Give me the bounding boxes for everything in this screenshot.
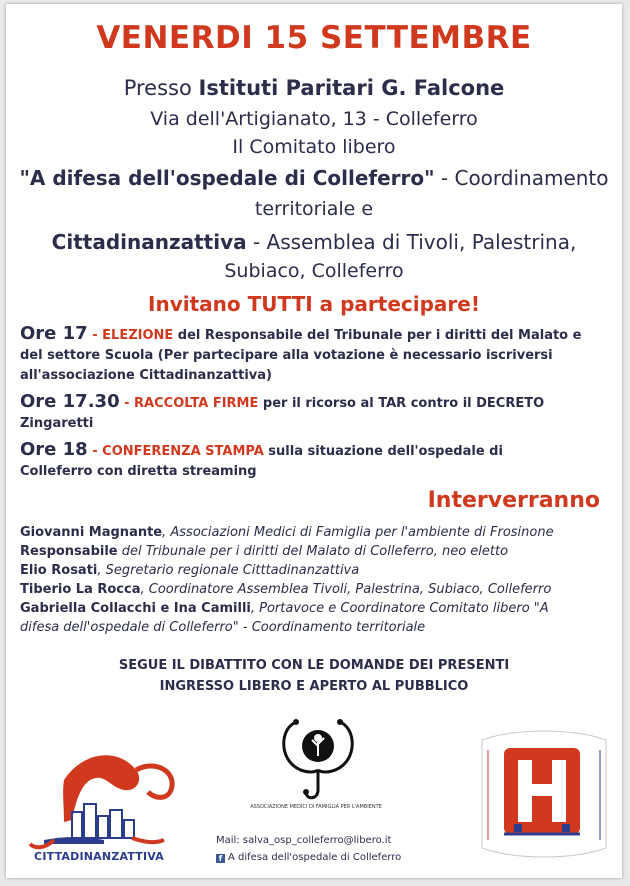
- program-item: [20, 324, 616, 386]
- speaker-name: Tiberio La Rocca: [20, 582, 141, 597]
- program-item: [20, 392, 616, 434]
- medici-famiglia-logo-text: ASSOCIAZIONE MEDICI DI FAMIGLIA PER L'AMBIENTE: [250, 804, 382, 810]
- organizer-cittadinanza-line: [6, 230, 622, 254]
- venue-name: Istituti Paritari G. Falcone: [198, 76, 505, 100]
- program-text: per il ricorso al TAR contro il DECRETO: [258, 396, 545, 411]
- speaker-name: Gabriella Collacchi e Ina Camilli: [20, 601, 251, 616]
- organizer-difesa-suffix: - Coordinamento: [434, 166, 609, 190]
- program-text: Colleferro con diretta streaming: [20, 464, 257, 479]
- medici-famiglia-logo: [276, 710, 360, 806]
- speaker-role: , Coordinatore Assemblea Tivoli, Palestrina, Subiaco, Colleferro: [140, 582, 552, 597]
- speaker-item: [20, 580, 620, 599]
- organizer-cittadinanza-name: Cittadinanzattiva: [51, 230, 247, 254]
- program-text: sulla situazione dell'ospedale di: [263, 444, 503, 459]
- program-activity: - CONFERENZA STAMPA: [87, 444, 264, 459]
- event-date-title: VENERDI 15 SETTEMBRE: [96, 20, 532, 56]
- speaker-item: [20, 542, 620, 561]
- venue-prefix: Presso: [123, 76, 192, 100]
- contact-mail: Mail: salva_osp_colleferro@libero.it: [216, 835, 392, 846]
- organizer-cities: Subiaco, Colleferro: [224, 260, 404, 282]
- organizer-difesa-line: [6, 166, 622, 190]
- program-time: Ore 17.30: [20, 391, 120, 412]
- speaker-item: [20, 561, 620, 580]
- organizer-cittadinanza-suffix: - Assemblea di Tivoli, Palestrina,: [246, 230, 577, 254]
- program-text: del settore Scuola (Per partecipare alla votazione è necessario iscriversi: [20, 348, 553, 363]
- speakers-heading: Interverranno: [427, 488, 600, 513]
- organizer-territoriale: territoriale e: [254, 198, 374, 220]
- entry-note: INGRESSO LIBERO E APERTO AL PUBBLICO: [159, 679, 469, 694]
- speaker-role: del Tribunale per i diritti del Malato di Colleferro, neo eletto: [117, 544, 509, 559]
- venue-line: [6, 76, 622, 100]
- speaker-role: , Segretario regionale Citttadinanzattiva: [97, 563, 360, 578]
- invite-headline: Invitano TUTTI a partecipare!: [148, 292, 480, 316]
- facebook-icon: f: [216, 854, 225, 863]
- program-item: [20, 440, 616, 482]
- speaker-item: [20, 599, 620, 637]
- program-text: all'associazione Cittadinanzattiva): [20, 368, 272, 383]
- speaker-role: difesa dell'ospedale di Colleferro" - Coordinamento territoriale: [20, 620, 426, 635]
- speaker-role: , Portavoce e Coordinatore Comitato libero "A: [250, 601, 549, 616]
- program-activity: - RACCOLTA FIRME: [119, 396, 259, 411]
- cittadinanzattiva-logo: [24, 740, 184, 868]
- program-time: Ore 18: [20, 439, 88, 460]
- venue-address: Via dell'Artigianato, 13 - Colleferro: [150, 108, 478, 130]
- organizer-comitato: Il Comitato libero: [232, 136, 396, 158]
- speaker-name: Giovanni Magnante: [20, 525, 163, 540]
- facebook-page-name: A difesa dell'ospedale di Colleferro: [228, 852, 402, 863]
- speaker-item: [20, 523, 620, 542]
- program-activity: - ELEZIONE: [87, 328, 174, 343]
- facebook-line: [216, 852, 401, 863]
- program-text: del Responsabile del Tribunale per i diritti del Malato e: [173, 328, 582, 343]
- tribunale-diritti-malato-logo: [474, 720, 614, 868]
- speaker-name: Elio Rosati: [20, 563, 98, 578]
- debate-note: SEGUE IL DIBATTITO CON LE DOMANDE DEI PRESENTI: [118, 658, 510, 673]
- organizer-difesa-name: "A difesa dell'ospedale di Colleferro": [19, 166, 435, 190]
- event-poster: [6, 4, 622, 878]
- speaker-name: Responsabile: [20, 544, 118, 559]
- speaker-role: , Associazioni Medici di Famiglia per l'ambiente di Frosinone: [162, 525, 554, 540]
- program-text: Zingaretti: [20, 416, 94, 431]
- program-time: Ore 17: [20, 323, 88, 344]
- cittadinanzattiva-logo-text: CITTADINANZATTIVA: [34, 850, 164, 863]
